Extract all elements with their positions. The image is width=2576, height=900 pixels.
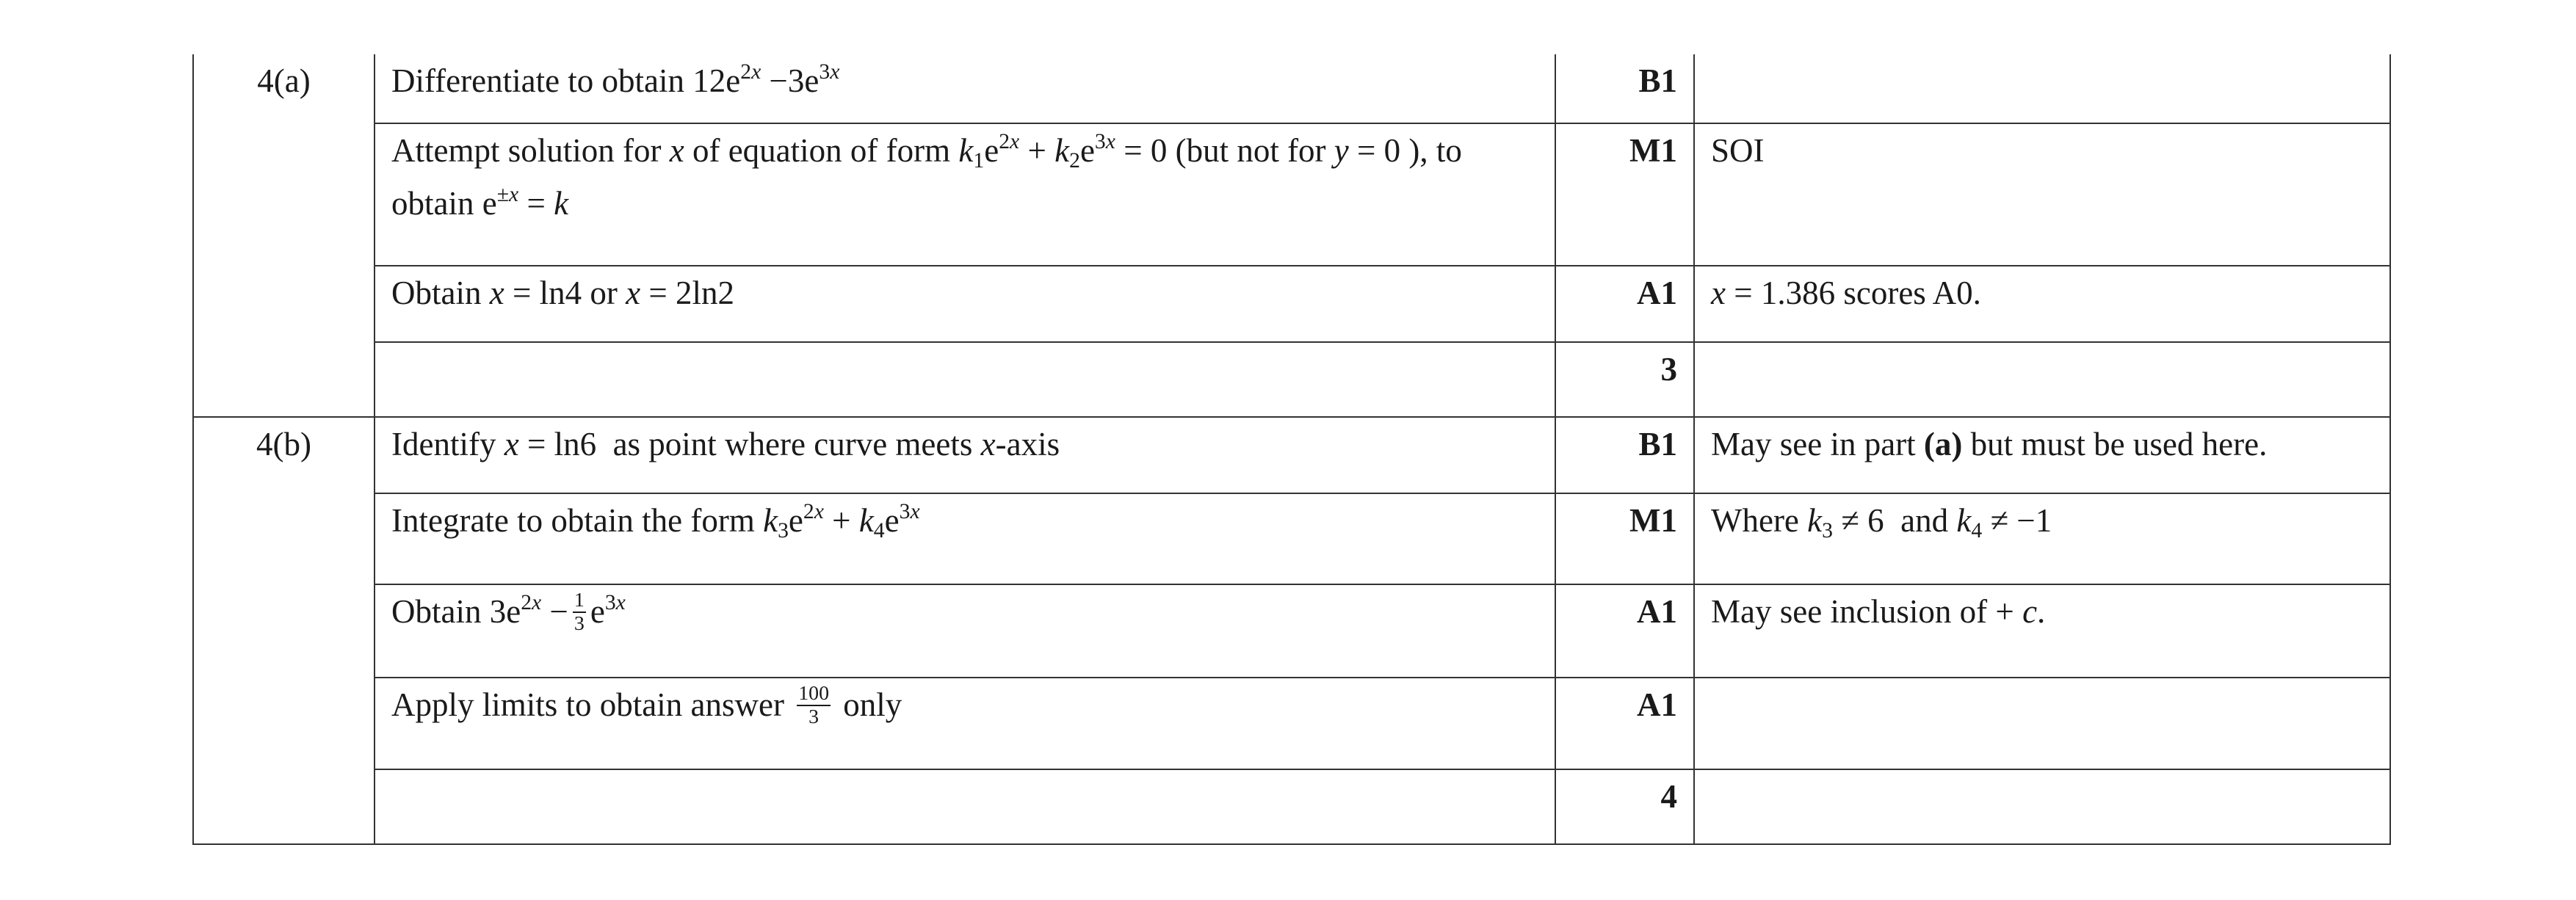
table-row xyxy=(193,417,2390,493)
answer-cell: Apply limits to obtain answer $\frac{100}{3}$ only xyxy=(375,678,1555,769)
table-row xyxy=(193,342,2390,417)
guidance-cell xyxy=(1694,342,2390,417)
answer-cell: Obtain $3e^{2x}$ − $\frac{1}{3}$ $e^{3x}$ xyxy=(375,584,1555,678)
mark-cell: A1 xyxy=(1555,678,1694,769)
mark-cell: B1 xyxy=(1555,54,1694,123)
answer-cell: Integrate to obtain the form $k_3e^{2x} + k_4e^{3x}$ xyxy=(375,493,1555,584)
total-marks: 4 xyxy=(1555,769,1694,844)
answer-cell xyxy=(375,342,1555,417)
guidance-cell: May see in part (a) but must be used here. xyxy=(1694,417,2390,493)
guidance-cell: Where $k_3 \ne 6$ and $k_4 \ne -1$ xyxy=(1694,493,2390,584)
answer-cell xyxy=(375,769,1555,844)
question-label: 4(b) xyxy=(193,417,375,844)
fraction: $\frac{100}{3}$ xyxy=(798,682,830,728)
fraction: $\frac{1}{3}$ xyxy=(574,589,585,635)
answer-cell: Identify x = ln6 as point where curve meets x-axis xyxy=(375,417,1555,493)
table-row xyxy=(193,493,2390,584)
total-marks: 3 xyxy=(1555,342,1694,417)
guidance-cell: May see inclusion of + c. xyxy=(1694,584,2390,678)
table-row xyxy=(193,123,2390,266)
table-row xyxy=(193,769,2390,844)
guidance-cell: SOI xyxy=(1694,123,2390,266)
guidance-cell: x = 1.386 scores A0. xyxy=(1694,266,2390,342)
guidance-cell xyxy=(1694,769,2390,844)
mark-cell: A1 xyxy=(1555,266,1694,342)
question-label: 4(a) xyxy=(193,54,375,417)
mark-scheme-table xyxy=(192,54,2391,845)
answer-cell: Obtain x = ln4 or x = 2ln2 xyxy=(375,266,1555,342)
answer-cell: Attempt solution for x of equation of form $k_1e^{2x} + k_2e^{3x} = 0$ (but not for y = 0 ), to obtain $e^{\pm x} = k$ xyxy=(375,123,1555,266)
table-row xyxy=(193,266,2390,342)
table-row xyxy=(193,54,2390,123)
table-row xyxy=(193,678,2390,769)
guidance-cell xyxy=(1694,54,2390,123)
mark-cell: M1 xyxy=(1555,493,1694,584)
table-row xyxy=(193,584,2390,678)
mark-cell: B1 xyxy=(1555,417,1694,493)
guidance-cell xyxy=(1694,678,2390,769)
answer-cell: Differentiate to obtain $12e^{2x} -3e^{3x}$ xyxy=(375,54,1555,123)
mark-cell: A1 xyxy=(1555,584,1694,678)
mark-cell: M1 xyxy=(1555,123,1694,266)
